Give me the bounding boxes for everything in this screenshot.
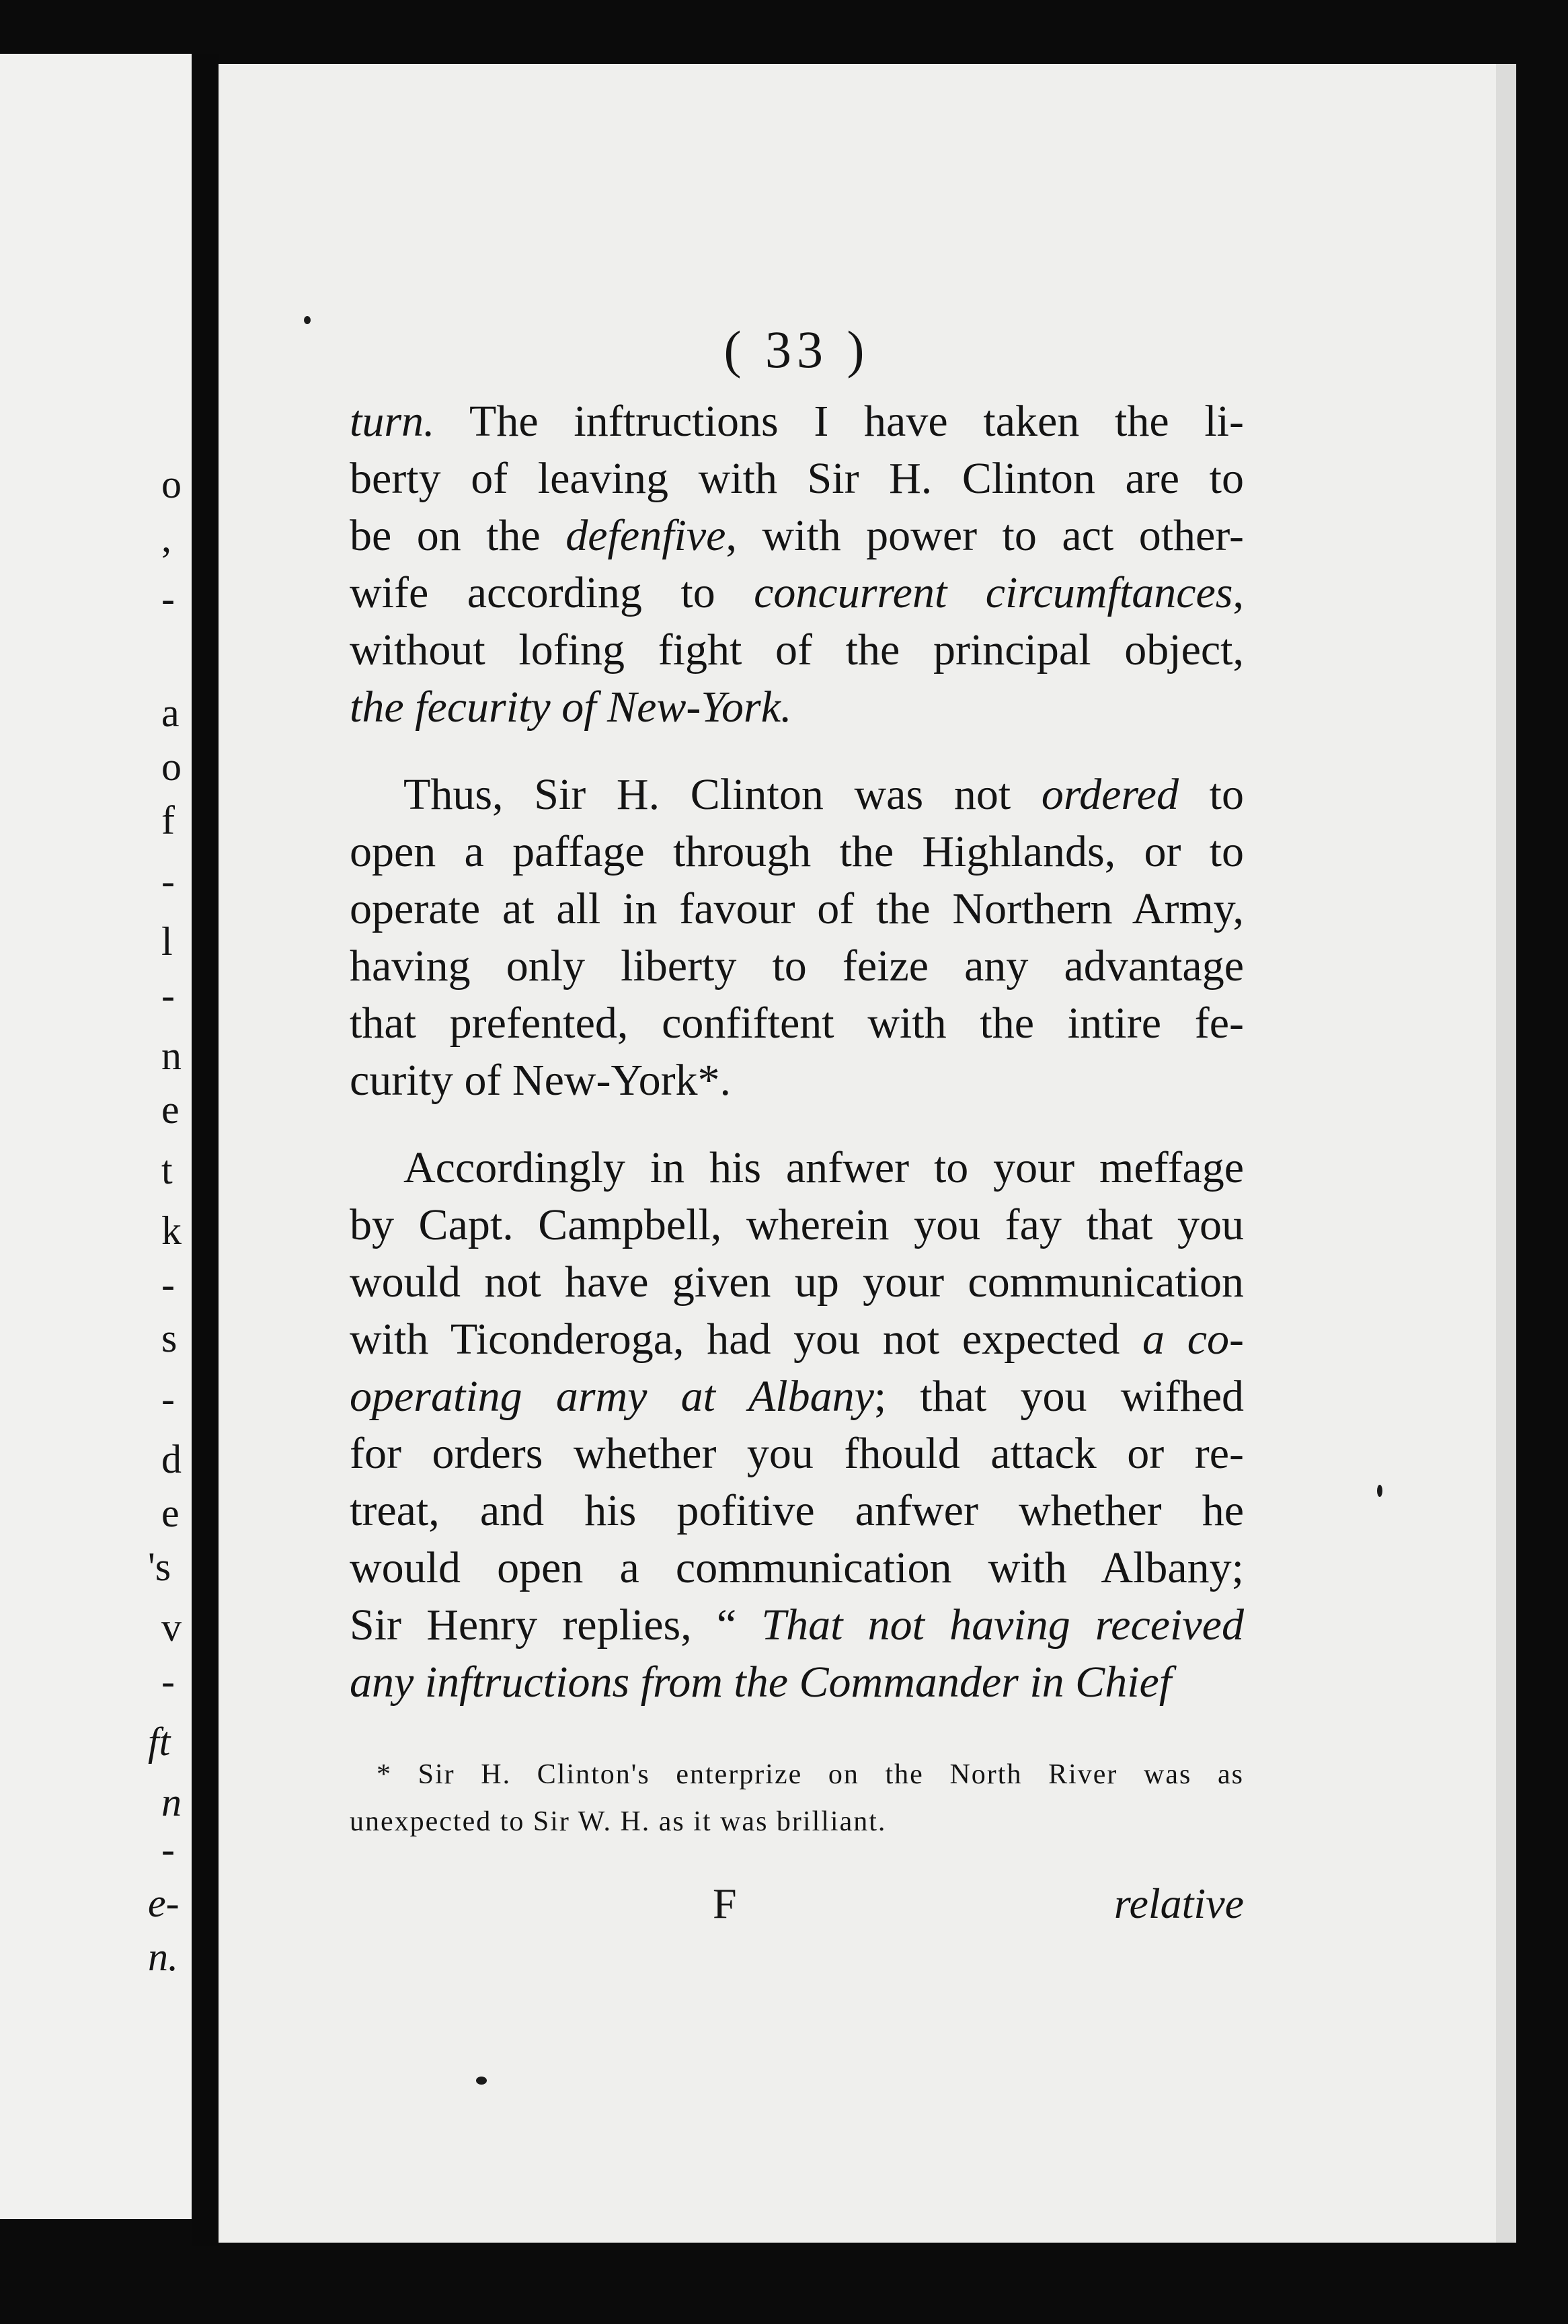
- italic-run: any inftructions from the Commander in Chief: [350, 1658, 1172, 1707]
- book-gutter: [192, 54, 219, 2246]
- facing-page-letter: f: [161, 798, 175, 843]
- facing-page-letter: n: [161, 1034, 182, 1078]
- text-line: [350, 393, 1244, 450]
- text-run: , with power to act other-: [726, 511, 1244, 560]
- footnote-line: * Sir H. Clinton's enterprize on the North River was as: [377, 1759, 1244, 1790]
- text-run: Sir Henry replies, “: [350, 1600, 762, 1650]
- facing-page-letter: k: [161, 1208, 182, 1253]
- text-line: [350, 880, 1244, 937]
- paragraph: [350, 1139, 1244, 1711]
- facing-page-letter: s: [161, 1316, 178, 1360]
- italic-run: ordered: [1041, 770, 1179, 819]
- facing-page-letter: e-: [148, 1881, 180, 1925]
- text-line: [350, 1368, 1244, 1425]
- body-text: [350, 393, 1244, 1711]
- facing-page-letter: -: [161, 576, 175, 621]
- text-run: be on the: [350, 511, 566, 560]
- facing-page-letter: -: [161, 1377, 175, 1421]
- ink-speck: [304, 316, 311, 324]
- facing-page-letter: e: [161, 1087, 180, 1132]
- facing-page-letter: a: [161, 691, 180, 735]
- paragraph: [350, 393, 1244, 736]
- facing-page-letter: l: [161, 919, 173, 964]
- text-line: [350, 1253, 1244, 1311]
- facing-page-letter: -: [161, 973, 175, 1017]
- facing-page-letter: ft: [148, 1719, 171, 1764]
- text-run: Accordingly in his anfwer to your meffage: [403, 1143, 1244, 1192]
- footnote-line: unexpected to Sir W. H. as it was brilliant.: [350, 1806, 887, 1837]
- text-run: for orders whether you fhould attack or re-: [350, 1429, 1244, 1478]
- text-run: The inftructions I have taken the li-: [434, 397, 1244, 446]
- text-run: operate at all in favour of the Northern Army,: [350, 884, 1244, 933]
- text-run: by Capt. Campbell, wherein you fay that you: [350, 1200, 1244, 1249]
- facing-page-letter: o: [161, 744, 182, 789]
- text-line: [350, 1139, 1244, 1196]
- text-line: [350, 1539, 1244, 1596]
- facing-page-letter: d: [161, 1437, 182, 1481]
- facing-page-edge: [0, 54, 192, 2219]
- facing-page-letter: o: [161, 462, 182, 506]
- text-line: [350, 507, 1244, 564]
- italic-run: turn.: [350, 397, 435, 446]
- text-line: [350, 679, 1244, 736]
- text-line: [350, 621, 1244, 679]
- facing-page-letter: e: [161, 1491, 180, 1535]
- text-run: wife according to: [350, 568, 754, 617]
- text-run: berty of leaving with Sir H. Clinton are to: [350, 454, 1244, 503]
- catchword: relative: [1113, 1880, 1244, 1927]
- italic-run: That not having received: [761, 1600, 1244, 1650]
- text-run: curity of New-York*.: [350, 1056, 732, 1105]
- text-line: [350, 995, 1244, 1052]
- signature-mark: F: [713, 1880, 737, 1927]
- facing-page-letter: t: [161, 1148, 173, 1192]
- text-run: ,: [1232, 568, 1244, 617]
- text-line: [350, 1654, 1244, 1711]
- text-line: [350, 823, 1244, 880]
- facing-page-letter: -: [161, 1827, 175, 1871]
- page-foot: [350, 1865, 1244, 1946]
- facing-page-letter: -: [161, 859, 175, 903]
- text-run: that prefented, confiftent with the intire fe-: [350, 999, 1244, 1048]
- page-edge-shadow: [1496, 64, 1516, 2243]
- facing-page-letter: ,: [161, 516, 171, 560]
- ink-speck: [476, 2077, 487, 2085]
- text-line: [350, 1482, 1244, 1539]
- text-line: [350, 1196, 1244, 1253]
- text-run: treat, and his pofitive anfwer whether he: [350, 1486, 1244, 1535]
- text-line: [350, 450, 1244, 507]
- italic-run: operating army at Albany: [350, 1372, 874, 1421]
- text-run: would open a communication with Albany;: [350, 1543, 1244, 1592]
- text-run: to: [1178, 770, 1244, 819]
- text-run: ; that you wifhed: [873, 1372, 1244, 1421]
- italic-run: defenfive: [565, 511, 726, 560]
- text-line: [350, 1311, 1244, 1368]
- facing-page-letter: 's: [148, 1545, 171, 1589]
- page-number: ( 33 ): [723, 320, 870, 379]
- italic-run: concurrent circumftances: [754, 568, 1233, 617]
- text-line: [350, 1052, 1244, 1109]
- facing-page-letter: -: [161, 1659, 175, 1703]
- italic-run: the fecurity of New-York.: [350, 683, 792, 732]
- text-run: having only liberty to feize any advantage: [350, 941, 1244, 991]
- facing-page-letter: -: [161, 1262, 175, 1307]
- text-run: Thus, Sir H. Clinton was not: [403, 770, 1042, 819]
- facing-page-letter: v: [161, 1605, 182, 1650]
- text-run: with Ticonderoga, had you not expected: [350, 1315, 1143, 1364]
- page-text: [350, 316, 1244, 1946]
- text-run: without lofing fight of the principal object,: [350, 625, 1244, 674]
- footnote: [350, 1751, 1244, 1845]
- paragraph: [350, 766, 1244, 1109]
- text-line: [350, 937, 1244, 995]
- text-run: would not have given up your communication: [350, 1257, 1244, 1307]
- text-line: [350, 1596, 1244, 1654]
- facing-page-letter: n.: [148, 1935, 178, 1979]
- text-run: open a paffage through the Highlands, or to: [350, 827, 1244, 876]
- italic-run: a co-: [1142, 1315, 1244, 1364]
- ink-speck: [1377, 1485, 1382, 1497]
- text-line: [350, 564, 1244, 621]
- text-line: [350, 766, 1244, 823]
- text-line: [350, 1425, 1244, 1482]
- facing-page-letter: n: [161, 1780, 182, 1824]
